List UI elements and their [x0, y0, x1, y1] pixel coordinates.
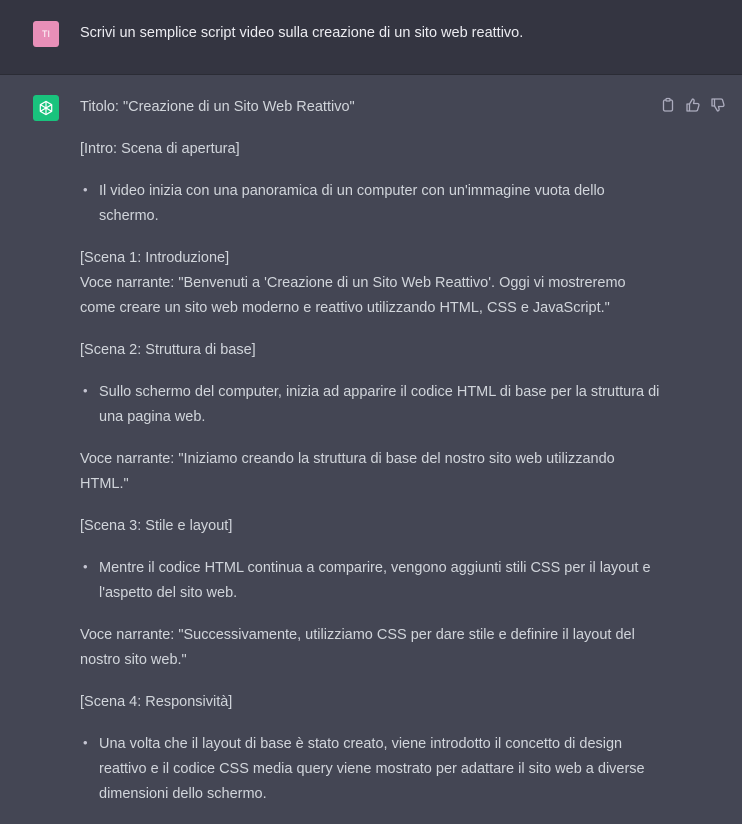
thumbs-down-icon[interactable] — [710, 97, 726, 113]
script-title: Titolo: "Creazione di un Sito Web Reattivo" — [80, 99, 355, 115]
scene3-bullet: • Mentre il codice HTML continua a comparire, vengono aggiunti stili CSS per il layout e l'aspetto del sito web. — [80, 556, 660, 606]
user-avatar-initials: TI — [42, 29, 50, 39]
openai-logo-icon — [37, 99, 55, 117]
scene1-voice: Voce narrante: "Benvenuti a 'Creazione di un Sito Web Reattivo'. Oggi vi mostreremo come creare un sito web moderno e reattivo utilizzando HTML, CSS e JavaScript." — [80, 275, 626, 316]
scene2-voice: Voce narrante: "Iniziamo creando la struttura di base del nostro sito web utilizzando HTML." — [80, 451, 615, 492]
scene4-heading: [Scena 4: Responsività] — [80, 694, 233, 710]
assistant-avatar — [33, 95, 59, 121]
assistant-message-row — [0, 75, 742, 802]
copy-icon[interactable] — [660, 97, 676, 113]
scene2-heading: [Scena 2: Struttura di base] — [80, 342, 256, 358]
assistant-message-content — [80, 95, 660, 824]
scene1-heading: [Scena 1: Introduzione] — [80, 250, 230, 266]
scene2-list — [80, 380, 660, 430]
user-avatar — [33, 21, 59, 47]
scene3-list — [80, 556, 660, 606]
scene4-list — [80, 732, 660, 807]
scene3-heading: [Scena 3: Stile e layout] — [80, 518, 233, 534]
scene2-bullet: • Sullo schermo del computer, inizia ad apparire il codice HTML di base per la struttura di una pagina web. — [80, 380, 660, 430]
user-message-row — [0, 0, 742, 75]
intro-heading: [Intro: Scena di apertura] — [80, 141, 240, 157]
scene3-voice: Voce narrante: "Successivamente, utilizziamo CSS per dare stile e definire il layout del nostro sito web." — [80, 627, 635, 668]
scene1-block — [80, 246, 660, 321]
thumbs-up-icon[interactable] — [685, 97, 701, 113]
scene4-bullet: • Una volta che il layout di base è stato creato, viene introdotto il concetto di design reattivo e il codice CSS media query viene mostrato per adattare il sito web a diverse dimensioni dello schermo. — [80, 732, 660, 807]
intro-bullet: • Il video inizia con una panoramica di un computer con un'immagine vuota dello schermo. — [80, 179, 660, 229]
user-message-text: Scrivi un semplice script video sulla creazione di un sito web reattivo. — [80, 25, 524, 41]
intro-list — [80, 179, 660, 229]
message-actions — [660, 97, 726, 113]
